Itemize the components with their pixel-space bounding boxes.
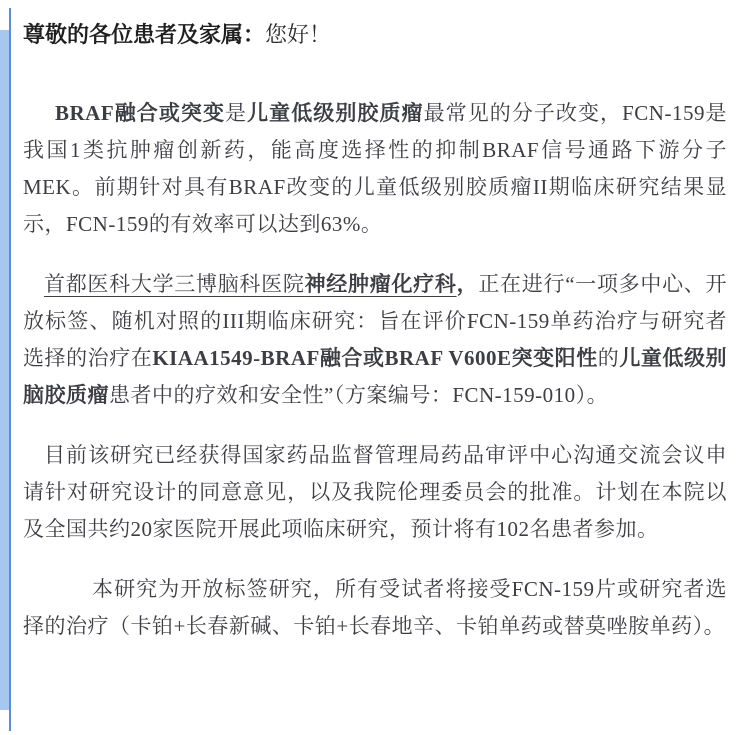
text-run: 正在进行“一项多中心、开放标签、随机对照的III期临床研究：旨在评价FCN-159单药治疗与研究者选择的治疗在 [23,272,728,370]
text-run: ， [456,272,479,296]
text-run: 是 [225,101,248,125]
text-run: 目前该研究已经获得国家药品监督管理局药品审评中心沟通交流会议申请针对研究设计的同意意见，以及我院伦理委员会的批准。计划在本院以及全国共约20家医院开展此项临床研究，预计将有102名患者参加。 [23,443,727,541]
text-run: 最常见的分子改变，FCN-159是我国1类抗肿瘤创新药，能高度选择性的抑制BRAF信号通路下游分子MEK。前期针对具有BRAF改变的儿童低级别胶质瘤II期临床研究结果显示，FCN-159的有效率可以达到63%。 [23,101,728,236]
letter-content [23,20,727,645]
paragraph-braf-intro [23,95,727,243]
text-run: 患者中的疗效和安全性”（方案编号：FCN-159-010）。 [109,383,609,407]
text-run: BRAF融合或突变 [55,101,226,125]
left-accent-bar [0,30,9,710]
text-run: 本研究为开放标签研究，所有受试者将接受FCN-159片或研究者选择的治疗（卡铂+长春新碱、卡铂+长春地辛、卡铂单药或替莫唑胺单药）。 [23,577,727,638]
heading-salutation: 尊敬的各位患者及家属： [23,22,266,47]
paragraph-study-design [23,571,727,645]
text-run: KIAA1549-BRAF融合或BRAF V600E突变阳性 [152,346,598,370]
text-run: 的 [597,346,620,370]
letter-heading [23,20,727,50]
text-run: 神经肿瘤化疗科 [304,272,457,296]
text-run: 儿童低级别脑胶质瘤 [23,346,728,407]
heading-greeting: 您好！ [265,22,332,47]
text-run: 儿童低级别胶质瘤 [247,101,424,125]
paragraph-approval-status [23,437,727,548]
text-run: 首都医科大学三博脑科医院 [44,272,305,296]
left-accent-line [9,8,11,731]
paragraph-study-description [23,266,727,414]
